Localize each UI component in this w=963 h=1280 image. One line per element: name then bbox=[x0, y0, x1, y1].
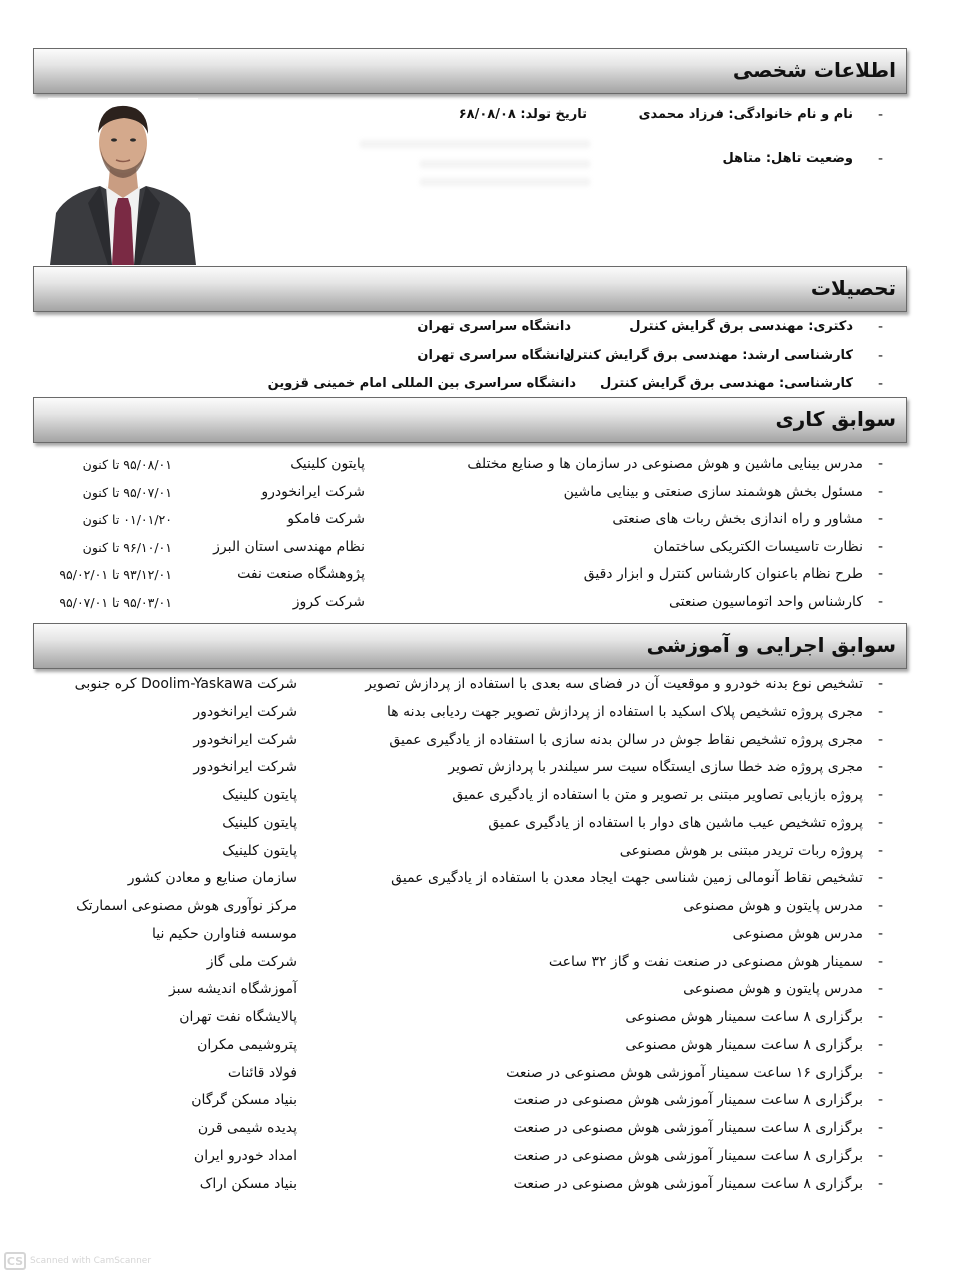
work-organization: پایتون کلینیک bbox=[290, 456, 365, 472]
marital-status-field: وضعیت تاهل: متاهل bbox=[722, 151, 853, 166]
work-period: ۹۵/۰۸/۰۱ تا کنون bbox=[82, 457, 172, 472]
section-header-personal bbox=[33, 48, 907, 94]
redacted-area bbox=[360, 140, 590, 148]
work-role: مدرس بینایی ماشین و هوش مصنوعی در سازمان ها و صنایع مختلف bbox=[467, 456, 863, 472]
redacted-area bbox=[420, 178, 590, 186]
work-organization: نظام مهندسی استان البرز bbox=[213, 539, 365, 555]
project-description: برگزاری ۱۶ ساعت سمینار آموزشی هوش مصنوعی در صنعت bbox=[506, 1065, 863, 1081]
bullet: - bbox=[877, 151, 883, 167]
camscanner-logo-icon: CS bbox=[4, 1252, 26, 1270]
name-field: نام و نام خانوادگی: فرزاد محمدی bbox=[638, 107, 853, 122]
bullet: - bbox=[877, 511, 883, 527]
bullet: - bbox=[877, 539, 883, 555]
bullet: - bbox=[877, 1037, 883, 1053]
work-role: کارشناس واحد اتوماسیون صنعتی bbox=[668, 594, 863, 610]
work-organization: پژوهشگاه صنعت نفت bbox=[237, 566, 365, 582]
work-period: ۹۵/۰۷/۰۱ تا کنون bbox=[82, 485, 172, 500]
birth-date-field: تاریخ تولد: ۶۸/۰۸/۰۸ bbox=[458, 107, 587, 122]
project-organization: پالایشگاه نفت تهران bbox=[179, 1009, 297, 1025]
bullet: - bbox=[877, 1092, 883, 1108]
project-description: پروژه بازیابی تصاویر مبتنی بر تصویر و متن با استفاده از یادگیری عمیق bbox=[452, 787, 863, 803]
bullet: - bbox=[877, 456, 883, 472]
bullet: - bbox=[877, 759, 883, 775]
project-description: پروژه تشخیص عیب ماشین های دوار با استفاده از یادگیری عمیق bbox=[488, 815, 863, 831]
section-header-education bbox=[33, 266, 907, 312]
project-organization: شرکت Doolim-Yaskawa کره جنوبی bbox=[74, 676, 297, 692]
project-organization: پتروشیمی مکران bbox=[197, 1037, 297, 1053]
project-description: مدرس هوش مصنوعی bbox=[732, 926, 863, 942]
work-period: ۹۶/۱۰/۰۱ تا کنون bbox=[82, 540, 172, 555]
work-role: طرح نظام باعنوان کارشناس کنترل و ابزار دقیق bbox=[583, 566, 863, 582]
work-period: ۹۳/۱۲/۰۱ تا ۹۵/۰۲/۰۱ bbox=[59, 567, 172, 582]
work-organization: شرکت کروز bbox=[292, 594, 365, 610]
project-description: تشخیص نقاط آنومالی زمین شناسی جهت ایجاد معدن با استفاده از یادگیری عمیق bbox=[391, 870, 863, 886]
section-title: سوابق کاری bbox=[775, 407, 896, 431]
bullet: - bbox=[877, 594, 883, 610]
project-description: برگزاری ۸ ساعت سمینار آموزشی هوش مصنوعی در صنعت bbox=[513, 1148, 863, 1164]
work-role: نظارت تاسیسات الکتریکی ساختمان bbox=[653, 539, 863, 555]
camscanner-watermark bbox=[4, 1252, 151, 1270]
project-organization: فولاد قائنات bbox=[227, 1065, 297, 1081]
degree: کارشناسی: مهندسی برق گرایش کنترل bbox=[599, 376, 853, 391]
bullet: - bbox=[877, 704, 883, 720]
project-description: سمینار هوش مصنوعی در صنعت نفت و گاز ۳۲ ساعت bbox=[548, 954, 863, 970]
project-organization: سازمان صنایع و معادن کشور bbox=[127, 870, 297, 886]
project-organization: بنیاد مسکن گرگان bbox=[191, 1092, 297, 1108]
work-role: مشاور و راه اندازی بخش ربات های صنعتی bbox=[612, 511, 863, 527]
project-organization: پایتون کلینیک bbox=[222, 843, 297, 859]
section-title: اطلاعات شخصی bbox=[732, 58, 896, 82]
bullet: - bbox=[877, 898, 883, 914]
project-description: برگزاری ۸ ساعت سمینار هوش مصنوعی bbox=[625, 1037, 863, 1053]
project-organization: شرکت ایرانخودور bbox=[193, 732, 297, 748]
work-period: ۰۱/۰۱/۲۰ تا کنون bbox=[82, 512, 172, 527]
project-description: برگزاری ۸ ساعت سمینار هوش مصنوعی bbox=[625, 1009, 863, 1025]
bullet: - bbox=[877, 926, 883, 942]
project-organization: موسسه فناوارن حکیم نیا bbox=[152, 926, 297, 942]
project-organization: پایتون کلینیک bbox=[222, 787, 297, 803]
project-organization: پدیده شیمی قرن bbox=[197, 1120, 297, 1136]
redacted-area bbox=[420, 160, 590, 168]
bullet: - bbox=[877, 484, 883, 500]
bullet: - bbox=[877, 981, 883, 997]
project-description: برگزاری ۸ ساعت سمینار آموزشی هوش مصنوعی در صنعت bbox=[513, 1176, 863, 1192]
project-description: مجری پروژه تشخیص نقاط جوش در سالن بدنه سازی با استفاده از یادگیری عمیق bbox=[389, 732, 863, 748]
section-title: تحصیلات bbox=[810, 276, 896, 300]
bullet: - bbox=[877, 676, 883, 692]
bullet: - bbox=[877, 1176, 883, 1192]
project-description: مجری پروژه ضد خطا سازی ایستگاه سیت سر سیلندر با پردازش تصویر bbox=[448, 759, 863, 775]
bullet: - bbox=[877, 107, 883, 123]
bullet: - bbox=[877, 319, 883, 335]
university: دانشگاه سراسری تهران bbox=[417, 319, 571, 334]
bullet: - bbox=[877, 843, 883, 859]
project-description: مدرس پایتون و هوش مصنوعی bbox=[683, 981, 863, 997]
bullet: - bbox=[877, 732, 883, 748]
bullet: - bbox=[877, 348, 883, 364]
bullet: - bbox=[877, 1009, 883, 1025]
project-description: مجری پروژه تشخیص پلاک اسکید با استفاده از پردازش تصویر جهت ردیابی بدنه ها bbox=[387, 704, 863, 720]
project-description: مدرس پایتون و هوش مصنوعی bbox=[683, 898, 863, 914]
work-organization: شرکت ایرانخودرو bbox=[261, 484, 365, 500]
project-organization: پایتون کلینیک bbox=[222, 815, 297, 831]
section-title: سوابق اجرایی و آموزشی bbox=[646, 633, 896, 657]
section-header-projects bbox=[33, 623, 907, 669]
work-role: مسئول بخش هوشمند سازی صنعتی و بینایی ماشین bbox=[563, 484, 863, 500]
section-header-work bbox=[33, 397, 907, 443]
project-organization: بنیاد مسکن اراک bbox=[199, 1176, 297, 1192]
degree: دکتری: مهندسی برق گرایش کنترل bbox=[629, 319, 853, 334]
project-description: تشخیص نوع بدنه خودرو و موقعیت آن در فضای سه بعدی با استفاده از پردازش تصویر bbox=[365, 676, 863, 692]
bullet: - bbox=[877, 787, 883, 803]
bullet: - bbox=[877, 954, 883, 970]
bullet: - bbox=[877, 1120, 883, 1136]
watermark-text: Scanned with CamScanner bbox=[30, 1256, 152, 1266]
work-organization: شرکت فامکو bbox=[287, 511, 365, 527]
bullet: - bbox=[877, 566, 883, 582]
project-description: برگزاری ۸ ساعت سمینار آموزشی هوش مصنوعی در صنعت bbox=[513, 1092, 863, 1108]
project-description: پروژه ربات تریدر مبتنی بر هوش مصنوعی bbox=[619, 843, 863, 859]
project-organization: آموزشگاه اندیشه سبز bbox=[168, 981, 297, 997]
university: دانشگاه سراسری تهران bbox=[417, 348, 571, 363]
bullet: - bbox=[877, 376, 883, 392]
project-description: برگزاری ۸ ساعت سمینار آموزشی هوش مصنوعی در صنعت bbox=[513, 1120, 863, 1136]
bullet: - bbox=[877, 815, 883, 831]
project-organization: شرکت ملی گاز bbox=[206, 954, 297, 970]
profile-photo bbox=[48, 98, 198, 265]
bullet: - bbox=[877, 870, 883, 886]
bullet: - bbox=[877, 1065, 883, 1081]
project-organization: مرکز نوآوری هوش مصنوعی اسمارتک bbox=[76, 898, 297, 914]
project-organization: امداد خودرو ایران bbox=[193, 1148, 297, 1164]
degree: کارشناسی ارشد: مهندسی برق گرایش کنترل bbox=[563, 348, 853, 363]
university: دانشگاه سراسری بین المللی امام خمینی قزوین bbox=[267, 376, 576, 391]
project-organization: شرکت ایرانخودور bbox=[193, 759, 297, 775]
bullet: - bbox=[877, 1148, 883, 1164]
project-organization: شرکت ایرانخودور bbox=[193, 704, 297, 720]
work-period: ۹۵/۰۳/۰۱ تا ۹۵/۰۷/۰۱ bbox=[59, 595, 172, 610]
